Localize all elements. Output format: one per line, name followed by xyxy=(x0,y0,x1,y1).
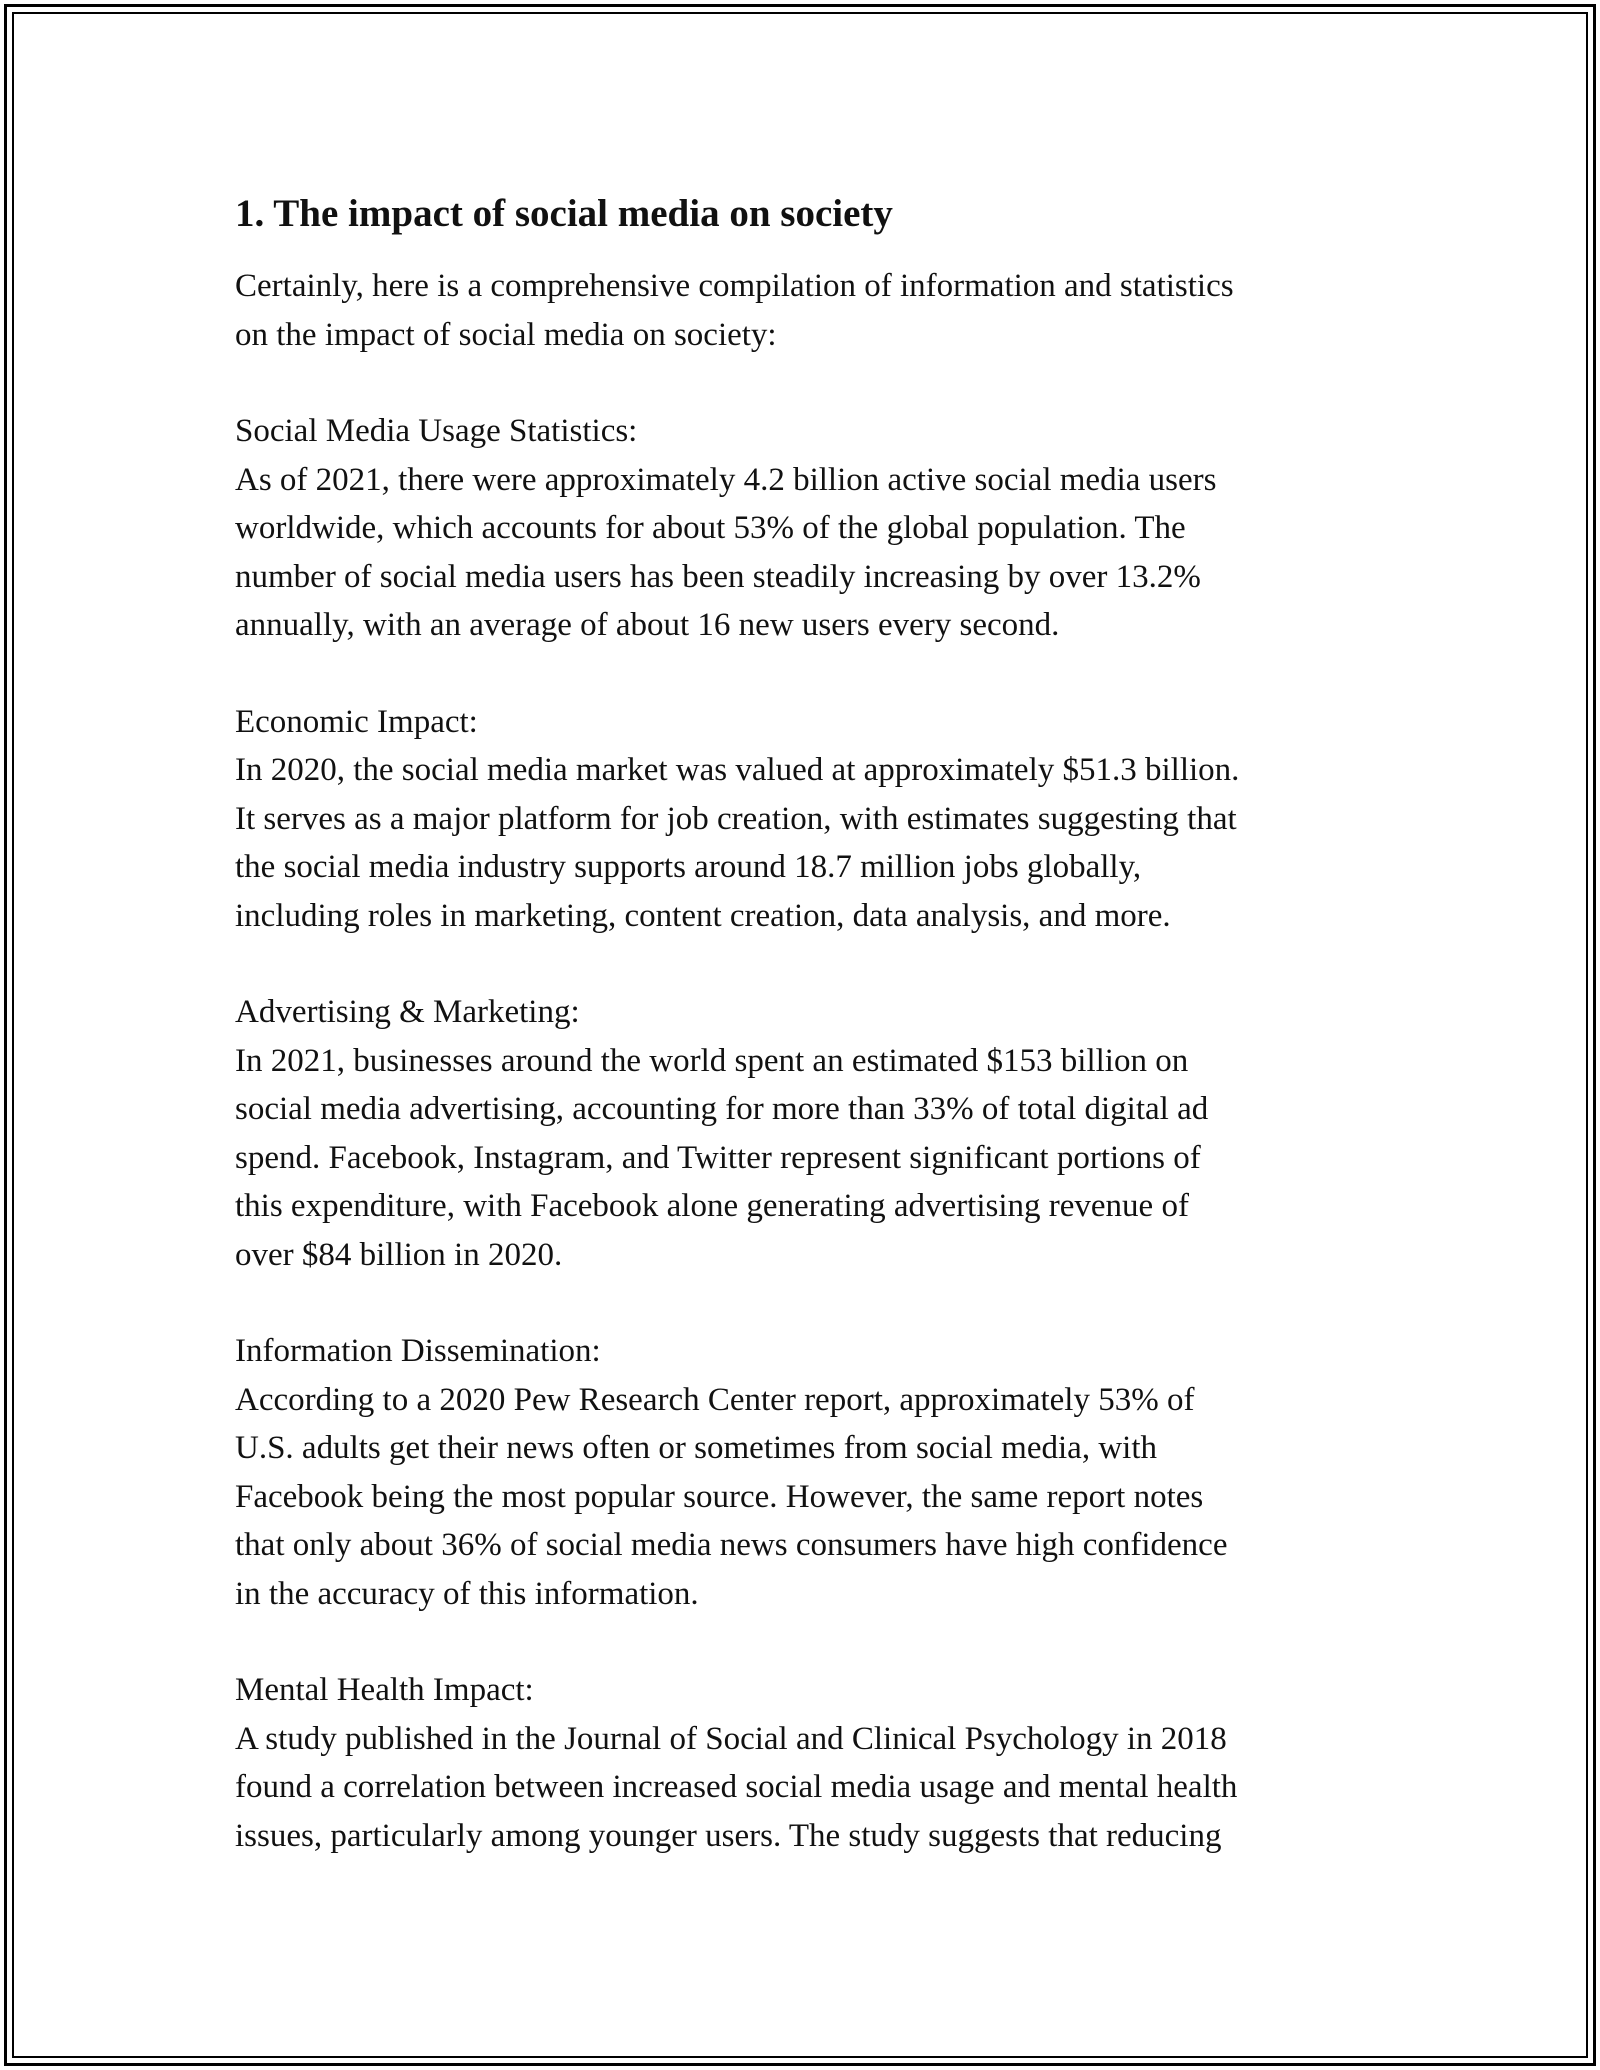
section-advertising-marketing xyxy=(235,988,1375,1279)
paragraph-line: As of 2021, there were approximately 4.2 billion active social media users xyxy=(235,461,1217,498)
paragraph-line: In 2021, businesses around the world spent an estimated $153 billion on xyxy=(235,1042,1189,1079)
paragraph-line: spend. Facebook, Instagram, and Twitter represent significant portions of xyxy=(235,1139,1201,1176)
paragraph-line: found a correlation between increased social media usage and mental health xyxy=(235,1769,1238,1805)
section-title: Social Media Usage Statistics: xyxy=(235,413,638,449)
paragraph-line: number of social media users has been steadily increasing by over 13.2% xyxy=(235,558,1201,595)
document-heading: 1. The impact of social media on society xyxy=(235,192,893,235)
paragraph-line: U.S. adults get their news often or sometimes from social media, with xyxy=(235,1430,1157,1466)
section-title: Mental Health Impact: xyxy=(235,1672,534,1708)
intro-line: Certainly, here is a comprehensive compilation of information and statistics xyxy=(235,268,1234,304)
section-paragraph xyxy=(235,746,1375,940)
paragraph-line: According to a 2020 Pew Research Center report, approximately 53% of xyxy=(235,1381,1195,1418)
section-mental-health-impact xyxy=(235,1666,1375,1860)
paragraph-line: Facebook being the most popular source. However, the same report notes xyxy=(235,1478,1204,1515)
intro-line: on the impact of social media on society: xyxy=(235,316,777,353)
paragraph-line: In 2020, the social media market was valued at approximately $51.3 billion. xyxy=(235,752,1240,788)
section-usage-statistics xyxy=(235,407,1375,650)
section-economic-impact xyxy=(235,698,1375,941)
paragraph-line: over $84 billion in 2020. xyxy=(235,1236,563,1273)
section-paragraph xyxy=(235,1376,1375,1619)
section-paragraph xyxy=(235,456,1375,650)
paragraph-line: including roles in marketing, content creation, data analysis, and more. xyxy=(235,897,1171,934)
paragraph-line: It serves as a major platform for job creation, with estimates suggesting that xyxy=(235,800,1237,837)
section-paragraph xyxy=(235,1715,1375,1861)
section-title: Advertising & Marketing: xyxy=(235,994,580,1030)
paragraph-line: the social media industry supports around 18.7 million jobs globally, xyxy=(235,849,1142,885)
section-title: Information Dissemination: xyxy=(235,1333,601,1369)
intro-paragraph xyxy=(235,262,1375,359)
paragraph-line: in the accuracy of this information. xyxy=(235,1575,699,1612)
section-title: Economic Impact: xyxy=(235,703,478,740)
section-paragraph xyxy=(235,1037,1375,1280)
paragraph-line: issues, particularly among younger users. The study suggests that reducing xyxy=(235,1817,1222,1854)
paragraph-line: A study published in the Journal of Social and Clinical Psychology in 2018 xyxy=(235,1720,1227,1757)
document-body xyxy=(235,186,1375,1908)
paragraph-line: worldwide, which accounts for about 53% of the global population. The xyxy=(235,510,1186,546)
paragraph-line: this expenditure, with Facebook alone generating advertising revenue of xyxy=(235,1188,1189,1224)
section-information-dissemination xyxy=(235,1327,1375,1618)
paragraph-line: social media advertising, accounting for more than 33% of total digital ad xyxy=(235,1091,1209,1127)
paragraph-line: annually, with an average of about 16 new users every second. xyxy=(235,607,1060,643)
paragraph-line: that only about 36% of social media news consumers have high confidence xyxy=(235,1527,1228,1563)
